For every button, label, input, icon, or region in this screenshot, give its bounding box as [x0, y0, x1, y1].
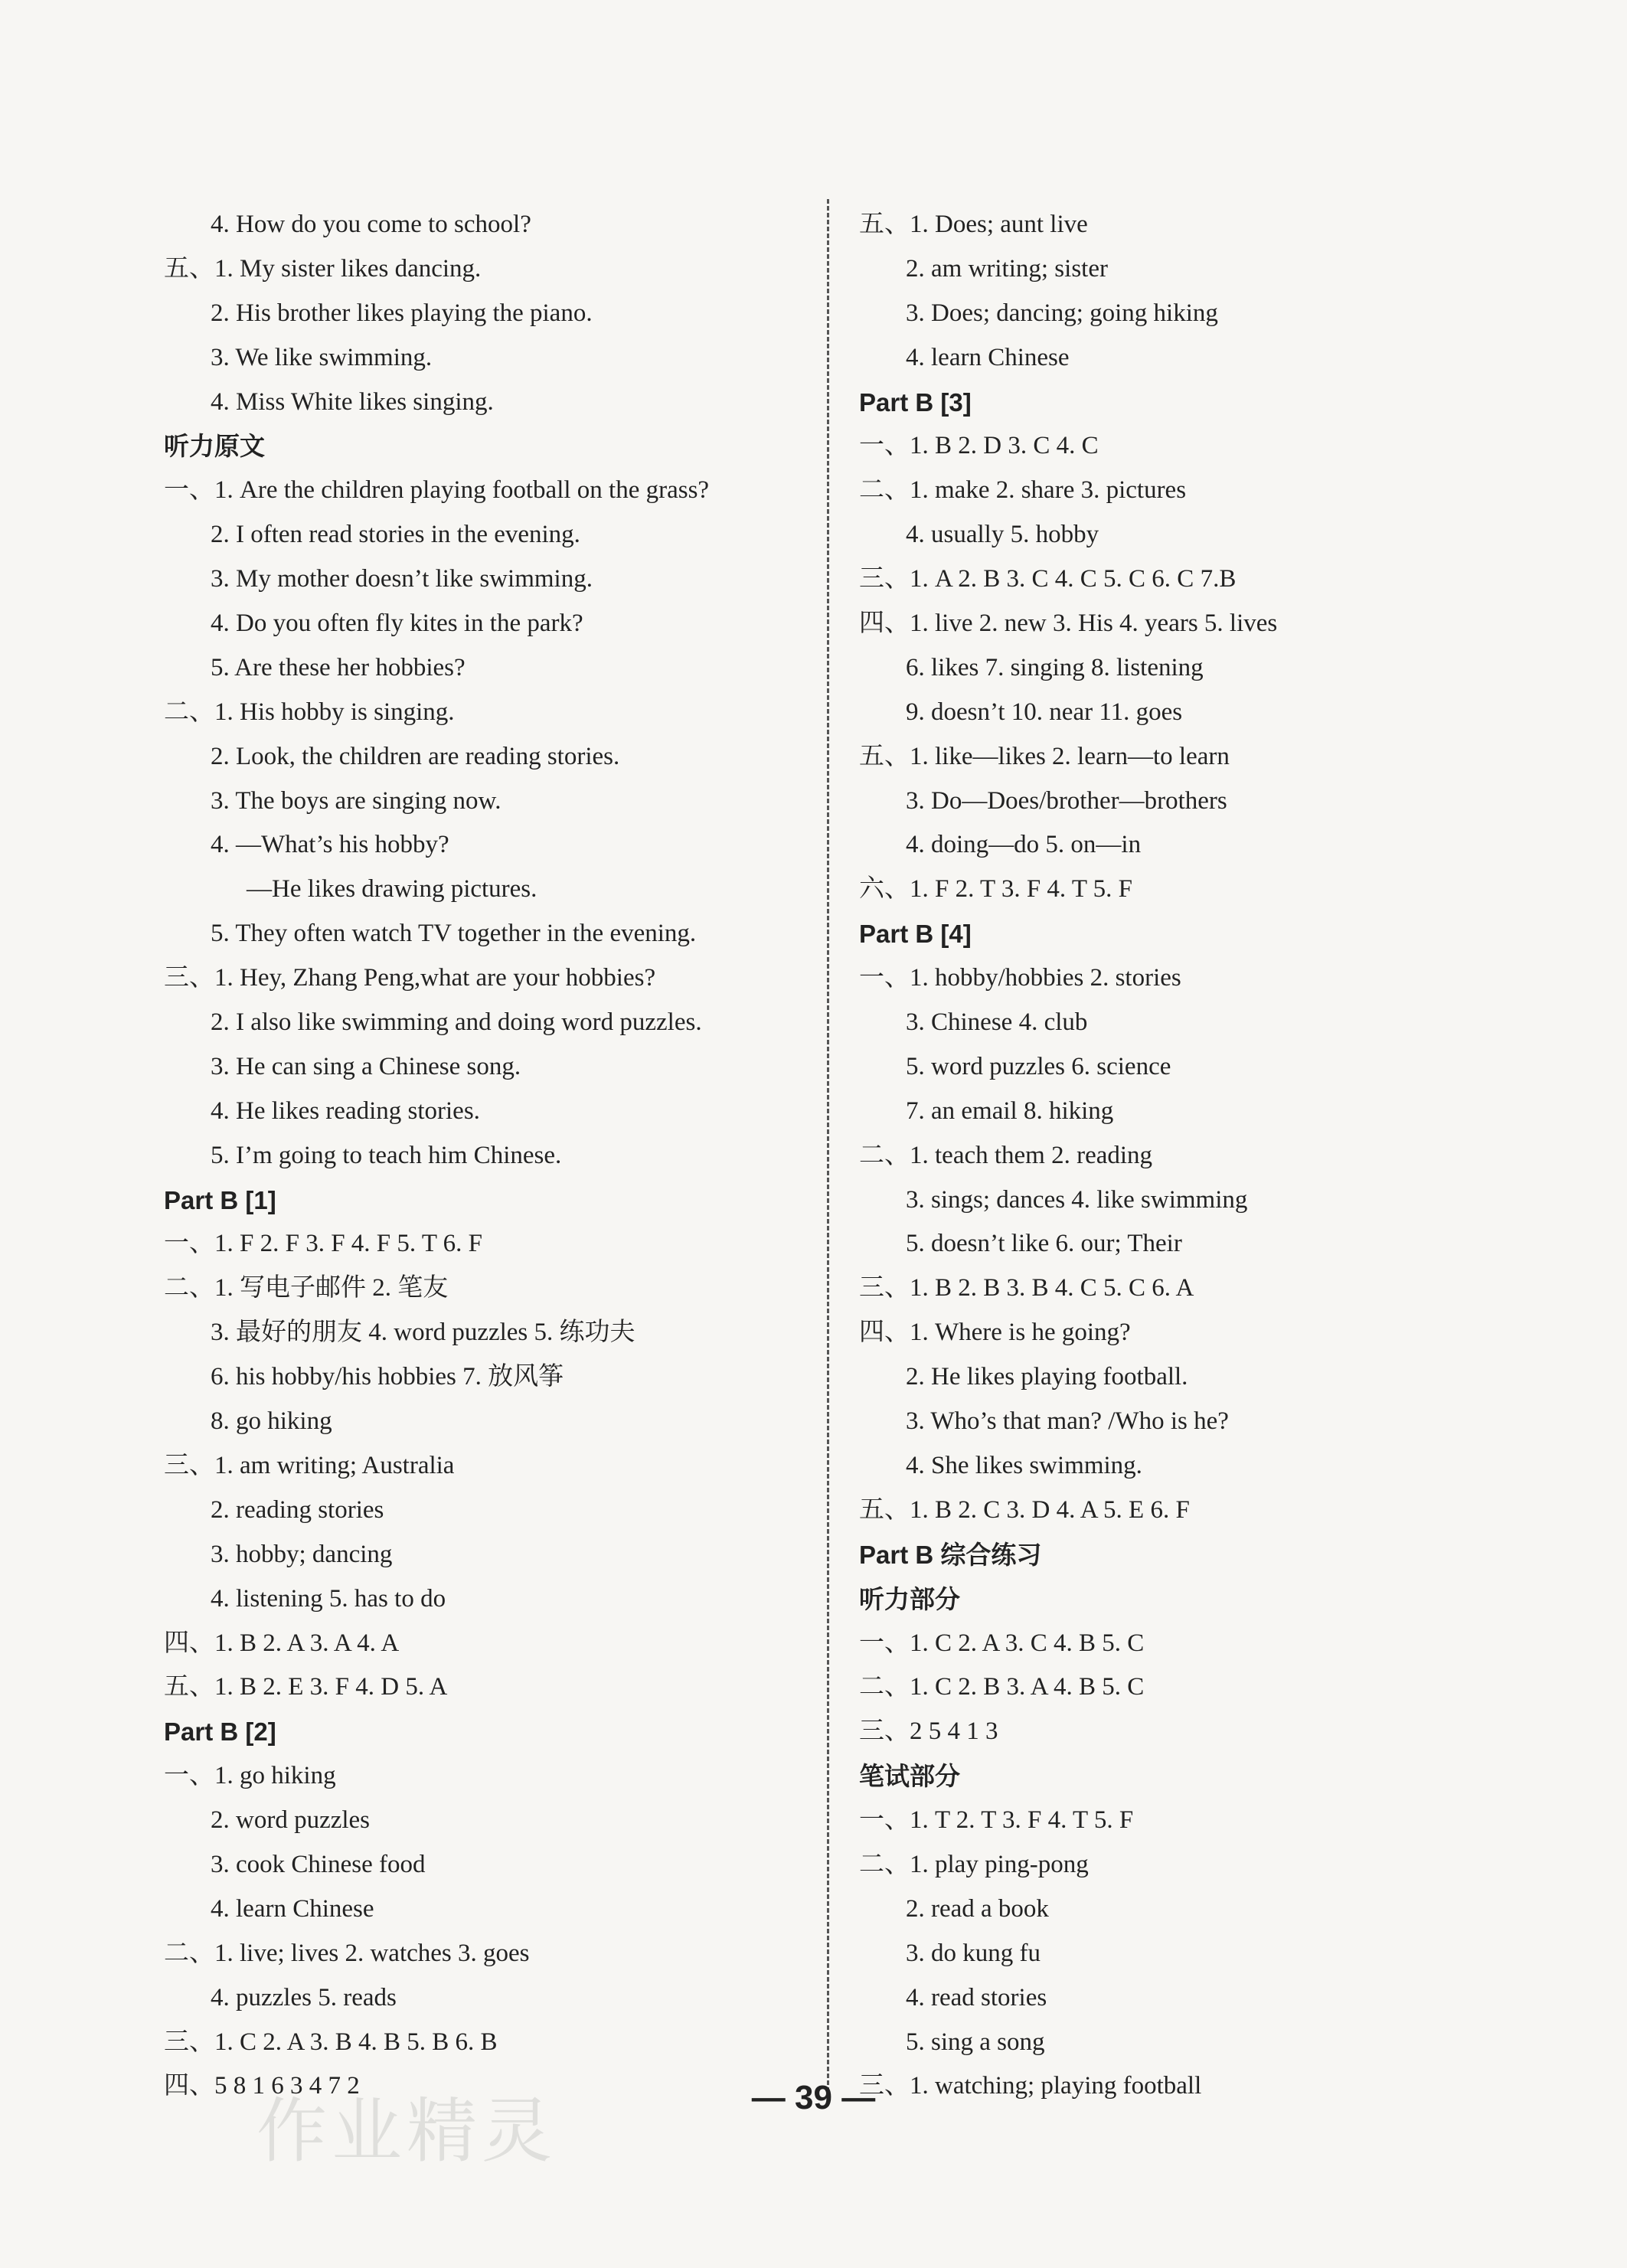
answer-line: 5. Are these her hobbies? — [211, 653, 466, 681]
answer-line: 一、1. C 2. A 3. C 4. B 5. C — [859, 1629, 1145, 1657]
answer-line: 5. doesn’t like 6. our; Their — [906, 1230, 1182, 1258]
section-heading: Part B [1] — [164, 1185, 276, 1214]
answer-line: 五、1. My sister likes dancing. — [164, 254, 482, 283]
answer-line: 一、1. hobby/hobbies 2. stories — [859, 964, 1181, 992]
answer-line: 2. reading stories — [211, 1495, 384, 1524]
answer-line: 二、1. C 2. B 3. A 4. B 5. C — [859, 1673, 1145, 1701]
answer-line: 3. He can sing a Chinese song. — [211, 1052, 521, 1080]
answer-line: 8. go hiking — [211, 1407, 332, 1436]
section-heading: Part B [2] — [164, 1717, 276, 1747]
answer-line: 4. usually 5. hobby — [906, 521, 1099, 549]
answer-line: 五、1. B 2. C 3. D 4. A 5. E 6. F — [859, 1495, 1190, 1524]
answer-line: 二、1. live; lives 2. watches 3. goes — [164, 1939, 530, 1967]
answer-line: 一、1. go hiking — [164, 1762, 336, 1790]
section-heading: 听力原文 — [164, 432, 265, 461]
answer-line: 一、1. B 2. D 3. C 4. C — [859, 432, 1099, 460]
answer-line: 9. doesn’t 10. near 11. goes — [906, 698, 1183, 726]
answer-line: 2. am writing; sister — [906, 254, 1108, 283]
answer-line: 一、1. F 2. F 3. F 4. F 5. T 6. F — [164, 1230, 482, 1258]
answer-line: 五、1. like—likes 2. learn—to learn — [859, 742, 1230, 770]
answer-line: 二、1. His hobby is singing. — [164, 698, 455, 726]
answer-line: 五、1. B 2. E 3. F 4. D 5. A — [164, 1673, 448, 1701]
answer-line: 四、5 8 1 6 3 4 7 2 — [164, 2072, 360, 2100]
answer-line: 2. His brother likes playing the piano. — [211, 299, 593, 327]
answer-line: 4. —What’s his hobby? — [211, 831, 449, 859]
answer-line: 4. She likes swimming. — [906, 1451, 1142, 1479]
answer-line: 2. I often read stories in the evening. — [211, 521, 580, 549]
answer-line: 三、1. B 2. B 3. B 4. C 5. C 6. A — [859, 1274, 1194, 1302]
answer-line: 3. hobby; dancing — [211, 1540, 393, 1568]
answer-line: 4. Do you often fly kites in the park? — [211, 609, 583, 638]
section-heading: 听力部分 — [859, 1584, 960, 1613]
answer-line: 三、1. am writing; Australia — [164, 1451, 455, 1479]
page-number: — 39 — — [751, 2079, 876, 2116]
answer-line: 4. doing—do 5. on—in — [906, 831, 1142, 859]
answer-line: 3. Who’s that man? /Who is he? — [906, 1407, 1229, 1436]
answer-line: 四、1. live 2. new 3. His 4. years 5. lives — [859, 609, 1278, 638]
answer-line: 3. cook Chinese food — [211, 1850, 426, 1878]
answer-line: 3. My mother doesn’t like swimming. — [211, 565, 593, 593]
answer-line: 4. learn Chinese — [906, 343, 1070, 371]
right-answer-column — [859, 203, 1556, 2109]
section-heading: Part B [4] — [859, 920, 972, 949]
answer-line: 3. Do—Does/brother—brothers — [906, 786, 1227, 815]
section-heading: Part B 综合练习 — [859, 1540, 1042, 1569]
answer-line: 三、1. watching; playing football — [859, 2072, 1202, 2100]
answer-line: 四、1. Where is he going? — [859, 1319, 1131, 1347]
left-answer-column — [164, 203, 861, 2109]
answer-line: 2. Look, the children are reading stories. — [211, 742, 620, 770]
answer-line: 4. listening 5. has to do — [211, 1584, 446, 1613]
answer-line: 5. sing a song — [906, 2028, 1045, 2056]
answer-line: 二、1. 写电子邮件 2. 笔友 — [164, 1274, 449, 1302]
answer-line: 3. sings; dances 4. like swimming — [906, 1185, 1248, 1214]
answer-line: 7. an email 8. hiking — [906, 1096, 1114, 1125]
answer-line: 三、1. Hey, Zhang Peng,what are your hobbies? — [164, 964, 656, 992]
answer-line: 4. read stories — [906, 1983, 1047, 2011]
answer-line: 三、1. A 2. B 3. C 4. C 5. C 6. C 7.B — [859, 565, 1237, 593]
answer-line: —He likes drawing pictures. — [247, 875, 537, 904]
column-divider — [827, 199, 829, 2106]
answer-line: 三、2 5 4 1 3 — [859, 1717, 998, 1746]
answer-line: 3. do kung fu — [906, 1939, 1041, 1967]
answer-line: 4. Miss White likes singing. — [211, 387, 494, 416]
answer-line: 5. I’m going to teach him Chinese. — [211, 1141, 562, 1169]
answer-line: 2. read a book — [906, 1894, 1049, 1923]
answer-line: 三、1. C 2. A 3. B 4. B 5. B 6. B — [164, 2028, 498, 2056]
answer-line: 3. Chinese 4. club — [906, 1008, 1088, 1037]
answer-line: 五、1. Does; aunt live — [859, 211, 1088, 238]
answer-line: 3. Does; dancing; going hiking — [906, 299, 1218, 327]
answer-line: 4. puzzles 5. reads — [211, 1983, 397, 2011]
answer-line: 3. We like swimming. — [211, 343, 433, 371]
answer-line: 一、1. Are the children playing football on the grass? — [164, 476, 710, 505]
section-heading: Part B [3] — [859, 387, 972, 417]
answer-line: 4. How do you come to school? — [211, 211, 531, 238]
watermark: 作业精灵 — [256, 2090, 557, 2172]
answer-line: 6. his hobby/his hobbies 7. 放风筝 — [211, 1363, 564, 1391]
answer-line: 四、1. B 2. A 3. A 4. A — [164, 1629, 400, 1657]
answer-line: 4. He likes reading stories. — [211, 1096, 480, 1125]
answer-line: 二、1. teach them 2. reading — [859, 1141, 1153, 1169]
answer-line: 二、1. play ping-pong — [859, 1850, 1089, 1878]
answer-line: 5. word puzzles 6. science — [906, 1052, 1171, 1080]
answer-line: 3. 最好的朋友 4. word puzzles 5. 练功夫 — [211, 1319, 635, 1347]
section-heading: 笔试部分 — [859, 1762, 960, 1791]
answer-line: 2. He likes playing football. — [906, 1363, 1188, 1391]
answer-line: 一、1. T 2. T 3. F 4. T 5. F — [859, 1806, 1134, 1835]
answer-line: 5. They often watch TV together in the evening. — [211, 920, 697, 948]
answer-line: 2. word puzzles — [211, 1806, 371, 1835]
answer-line: 6. likes 7. singing 8. listening — [906, 653, 1204, 681]
answer-line: 六、1. F 2. T 3. F 4. T 5. F — [859, 875, 1132, 904]
answer-line: 2. I also like swimming and doing word puzzles. — [211, 1008, 702, 1037]
answer-line: 3. The boys are singing now. — [211, 786, 501, 815]
answer-line: 4. learn Chinese — [211, 1894, 374, 1923]
answer-line: 二、1. make 2. share 3. pictures — [859, 476, 1187, 505]
